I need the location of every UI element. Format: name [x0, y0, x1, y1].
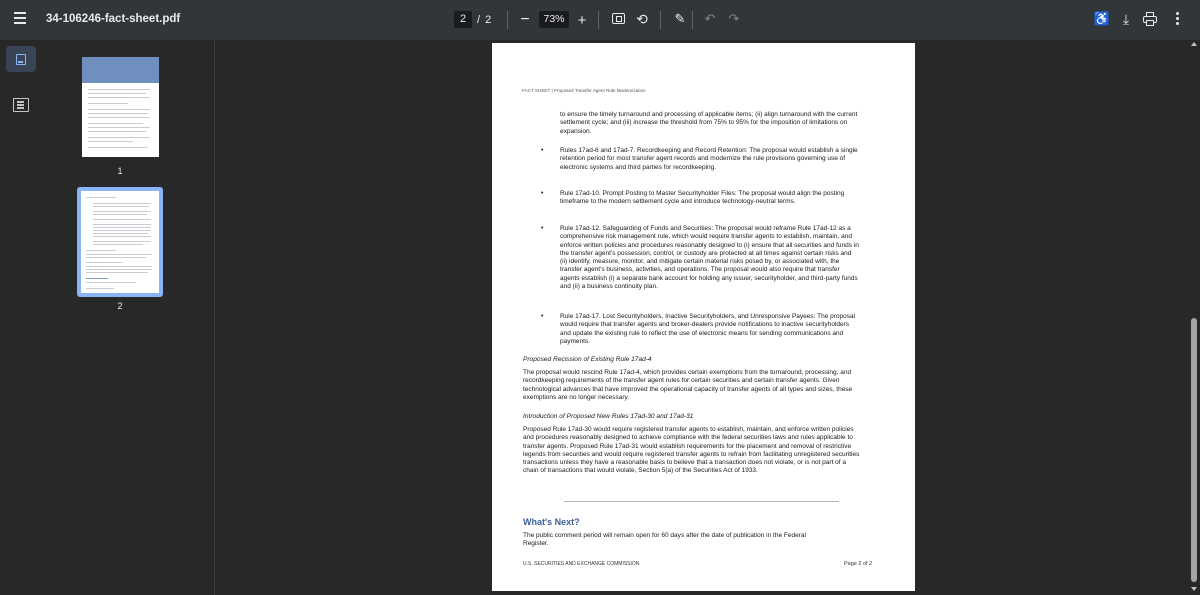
page-thumbnail-2-selected[interactable] — [77, 187, 163, 297]
toolbar-divider — [692, 11, 693, 29]
toolbar-divider — [507, 11, 508, 29]
list-item: • Rule 17ad-10. Prompt Posting to Master Securityholder Files: The proposal would align the posting timeframe to the modern settlement cycle and introduce technology-neutral terms. — [541, 190, 845, 206]
page-separator: / — [477, 13, 481, 26]
thumbnails-icon[interactable] — [6, 46, 36, 72]
sidebar-rail — [0, 40, 42, 595]
list-item-text: Rules 17ad-6 and 17ad-7. Recordkeeping and Record Retention: The proposal would establish a single retention period for most transfer agent records and modernize the rule provisions governing use of electronic systems and third parties for recordkeeping. — [560, 147, 858, 171]
zoom-in-button[interactable]: + — [577, 11, 587, 29]
scroll-up-arrow-icon[interactable] — [1191, 42, 1197, 46]
list-item-text: Rule 17ad-12. Safeguarding of Funds and Securities: The proposal would reframe Rule 17ad-12 as a comprehensive risk management rule, which would require transfer agents to establish, maintain, and enforce written policies and procedures reasonably designed to (i) ensure that all securities and funds in the transfer agent's possession, control, or custody are protected at all times against certain risks and (ii) identify, measure, monitor, and mitigate certain material risks posed by, or associated with, the transfer agent's business, activities, and operations. The proposal would also require that transfer agents establish (i) a separate bank account for holding any issuer, securityholder, and third-party funds and (ii) a business continuity plan. — [560, 225, 859, 291]
outline-icon[interactable] — [13, 98, 29, 112]
accessibility-icon[interactable]: ♿ — [1093, 11, 1111, 26]
print-icon[interactable] — [1142, 11, 1158, 27]
zoom-out-button[interactable]: − — [520, 11, 530, 28]
toolbar-divider — [660, 11, 661, 29]
redo-icon[interactable]: ↷ — [728, 11, 740, 26]
list-item-text: Rule 17ad-17. Lost Securityholders, Inactive Securityholders, and Unresponsive Payees: The proposal would require that transfer agents and broker-dealers provide notifications to inactive securityholders and update the existing rule to reflect the use of electronic means for sending communications and payments. — [560, 313, 856, 345]
scrollbar-thumb[interactable] — [1191, 318, 1197, 582]
footer-page-number: Page 2 of 2 — [844, 561, 873, 567]
page-running-header: FACT SHEET | Proposed Transfer Agent Rule Modernization — [522, 88, 646, 93]
thumbnail-label: 2 — [117, 301, 123, 311]
menu-icon[interactable] — [14, 12, 30, 28]
thumbnail-header-banner — [82, 57, 159, 83]
list-item: • Rule 17ad-17. Lost Securityholders, Inactive Securityholders, and Unresponsive Payees: The proposal would require that transfer agents and broker-dealers provide notifications to inactive securityholders and update the existing rule to reflect the use of electronic means for sending communications and payments. — [541, 313, 856, 345]
toolbar-divider — [598, 11, 599, 29]
document-viewer — [215, 40, 1188, 595]
thumbnail-label: 1 — [117, 166, 123, 176]
pdf-toolbar — [0, 0, 1200, 40]
list-item: • Rule 17ad-12. Safeguarding of Funds and Securities: The proposal would reframe Rule 17ad-12 as a comprehensive risk management rule, which would require transfer agents to establish, maintain, and enforce written policies and procedures reasonably designed to (i) ensure that all securities and funds in the transfer agent's possession, control, or custody are protected at all times against certain risks and (ii) identify, measure, monitor, and mitigate certain material risks posed by, or associated with, the transfer agent's business, activities, and operations. The proposal would also require that transfer agents establish (i) a separate bank account for holding any issuer, securityholder, and third-party funds and (ii) a business continuity plan. — [541, 225, 859, 291]
total-pages: 2 — [485, 13, 492, 26]
zoom-level-input[interactable]: 73% — [539, 11, 569, 28]
list-item-text: Rule 17ad-10. Prompt Posting to Master Securityholder Files: The proposal would align the posting timeframe to the modern settlement cycle and introduce technology-neutral terms. — [560, 190, 845, 206]
page-thumbnail-1[interactable] — [82, 57, 159, 157]
annotate-pen-icon[interactable]: ✎ — [674, 11, 686, 26]
fit-to-page-icon[interactable] — [612, 13, 625, 24]
horizontal-rule — [564, 501, 839, 502]
pdf-page — [492, 43, 915, 591]
page-indicator — [454, 11, 491, 28]
page-number-input[interactable]: 2 — [454, 11, 472, 28]
more-vert-icon[interactable] — [1172, 12, 1182, 28]
undo-icon[interactable]: ↶ — [704, 11, 716, 26]
footer-agency: U.S. SECURITIES AND EXCHANGE COMMISSION — [523, 561, 640, 567]
document-title: 34-106246-fact-sheet.pdf — [46, 13, 181, 25]
scroll-down-arrow-icon[interactable] — [1191, 587, 1197, 591]
rotate-icon[interactable]: ⟲ — [636, 11, 648, 27]
whats-next-paragraph: The public comment period will remain open for 60 days after the date of publication in the Federal Register. — [523, 532, 806, 548]
download-icon[interactable]: ⤓ — [1122, 11, 1130, 27]
page-thumbnail-2[interactable] — [81, 191, 159, 293]
thumbnail-panel — [42, 40, 215, 595]
section-paragraph: Proposed Rule 17ad-30 would require registered transfer agents to establish, maintain, and enforce written policies and procedures reasonably designed to achieve compliance with the federal securities laws and rules applicable to transfer agents. Proposed Rule 17ad-31 would establish requirements for the placement and removal of restrictive legends from securities and would require registered transfer agents to refrain from facilitating unregistered securities transactions unless they have a reasonable basis to believe that a transaction does not violate, or is not part of a chain of transactions that would violate, Section 5(a) of the Securities Act of 1933. — [523, 426, 860, 475]
continued-paragraph: to ensure the timely turnaround and processing of applicable items; (ii) align turnaround with the current settlement cycle; and (iii) increase the threshold from 75% to 95% for the imposition of limitations on expansion. — [560, 111, 858, 135]
whats-next-heading: What's Next? — [523, 517, 580, 527]
section-paragraph: The proposal would rescind Rule 17ad-4, which provides certain exemptions from the turnaround, processing, and recordkeeping requirements of the transfer agent rules for certain securities and certain transfer agents. Given technological advances that have improved the operational capacity of transfer agents of all types and sizes, these exemptions are no longer necessary. — [523, 369, 853, 401]
section-heading: Proposed Recission of Existing Rule 17ad-4 — [523, 356, 652, 363]
section-heading: Introduction of Proposed New Rules 17ad-30 and 17ad-31 — [523, 413, 694, 420]
list-item: • Rules 17ad-6 and 17ad-7. Recordkeeping and Record Retention: The proposal would establish a single retention period for most transfer agent records and modernize the rule provisions governing use of electronic systems and third parties for recordkeeping. — [541, 147, 858, 171]
vertical-scrollbar[interactable] — [1188, 40, 1200, 595]
